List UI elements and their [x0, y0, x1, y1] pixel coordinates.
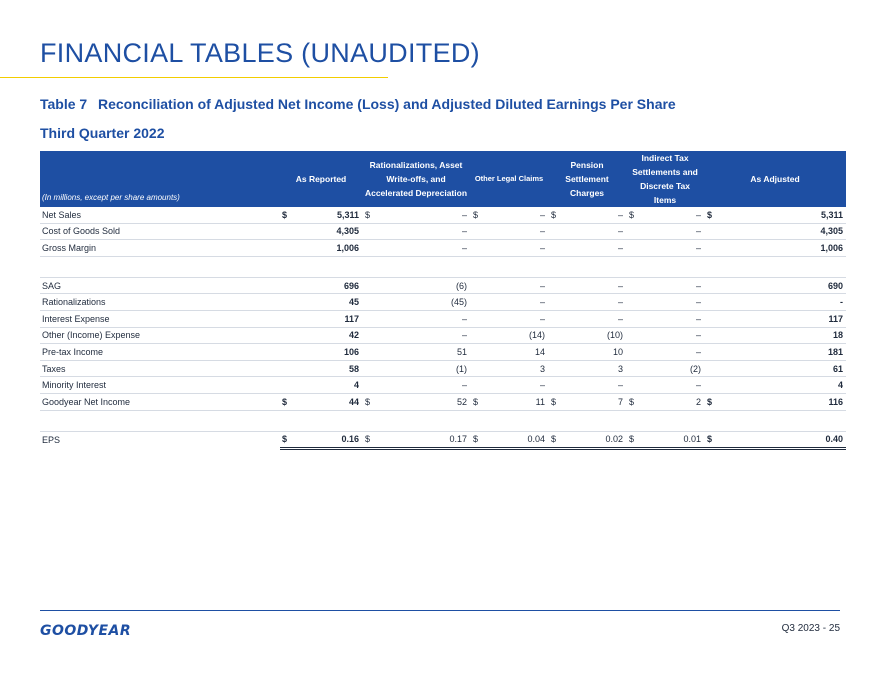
cell-value: 3: [578, 360, 626, 377]
currency-symbol: [470, 223, 500, 240]
cell-value: [656, 410, 704, 431]
cell-value: –: [500, 294, 548, 311]
cell-value: –: [656, 377, 704, 394]
cell-value: (2): [656, 360, 704, 377]
row-label: [40, 256, 280, 277]
cell-value: (6): [392, 277, 470, 294]
cell-value: [734, 256, 846, 277]
cell-value: 690: [734, 277, 846, 294]
currency-symbol: [470, 410, 500, 431]
currency-symbol: $: [548, 393, 578, 410]
cell-value: –: [656, 277, 704, 294]
currency-symbol: [548, 294, 578, 311]
currency-symbol: [470, 360, 500, 377]
cell-value: 0.01: [656, 431, 704, 449]
row-label: Rationalizations: [40, 294, 280, 311]
cell-value: (1): [392, 360, 470, 377]
cell-value: (10): [578, 327, 626, 344]
cell-value: 44: [348, 396, 359, 407]
cell-value: [578, 410, 626, 431]
currency-symbol: [548, 310, 578, 327]
cell-value: –: [656, 327, 704, 344]
row-label: Minority Interest: [40, 377, 280, 394]
currency-symbol: $: [626, 393, 656, 410]
table-number: Table 7: [40, 96, 88, 112]
row-label: Goodyear Net Income: [40, 393, 280, 410]
page-title: FINANCIAL TABLES (UNAUDITED): [40, 38, 480, 68]
cell-value: 45: [348, 297, 359, 308]
currency-symbol: [626, 410, 656, 431]
cell-as-reported: [280, 240, 362, 257]
page-number: Q3 2023 - 25: [781, 623, 840, 634]
cell-value: –: [656, 294, 704, 311]
cell-as-reported: [280, 310, 362, 327]
cell-value: 106: [343, 346, 359, 357]
cell-value: 1,006: [734, 240, 846, 257]
currency-symbol: [626, 277, 656, 294]
currency-symbol: [362, 240, 392, 257]
cell-value: 52: [392, 393, 470, 410]
table-row: [40, 377, 846, 394]
currency-symbol: [548, 360, 578, 377]
cell-value: 4: [734, 377, 846, 394]
currency-symbol: [362, 410, 392, 431]
cell-value: 5,311: [336, 209, 359, 220]
table-row: [40, 344, 846, 361]
table-title: Reconciliation of Adjusted Net Income (Loss) and Adjusted Diluted Earnings Per Share: [98, 96, 676, 112]
col-header-pension: Pension Settlement Charges: [548, 151, 626, 207]
cell-value: [500, 410, 548, 431]
currency-symbol: [704, 344, 734, 361]
cell-value: –: [578, 294, 626, 311]
cell-as-reported: [280, 393, 362, 410]
cell-as-reported: [280, 277, 362, 294]
currency-symbol: [704, 277, 734, 294]
row-label: EPS: [42, 435, 61, 446]
cell-value: –: [578, 240, 626, 257]
cell-value: 0.16: [341, 434, 359, 445]
row-label: Pre-tax Income: [40, 344, 280, 361]
table-row: [40, 207, 846, 223]
currency-symbol: [362, 256, 392, 277]
currency-symbol: [470, 256, 500, 277]
cell-value: –: [578, 223, 626, 240]
cell-value: 51: [392, 344, 470, 361]
currency-symbol: [626, 327, 656, 344]
currency-symbol: $: [362, 431, 392, 449]
cell-value: (14): [500, 327, 548, 344]
currency-symbol: [704, 294, 734, 311]
cell-as-reported: [280, 410, 362, 431]
cell-as-reported: [280, 360, 362, 377]
cell-value: 181: [734, 344, 846, 361]
cell-value: 116: [734, 393, 846, 410]
cell-as-reported: [280, 294, 362, 311]
currency-symbol: [548, 377, 578, 394]
currency-symbol: [470, 277, 500, 294]
cell-value: 0.04: [500, 431, 548, 449]
table-heading: [40, 96, 676, 112]
cell-value: [500, 256, 548, 277]
col-header-as-reported: As Reported: [280, 151, 362, 207]
table-row: [40, 431, 846, 449]
currency-symbol: [626, 240, 656, 257]
cell-value: 1,006: [336, 242, 359, 253]
currency-symbol: [362, 294, 392, 311]
currency-symbol: [704, 256, 734, 277]
currency-symbol: [470, 377, 500, 394]
cell-value: 3: [500, 360, 548, 377]
row-label: Interest Expense: [40, 310, 280, 327]
col-header-indirect-tax: Indirect Tax Settlements and Discrete Tax Items: [626, 151, 704, 207]
currency-symbol: $: [362, 393, 392, 410]
title-underline: [0, 77, 388, 78]
currency-symbol: [704, 377, 734, 394]
cell-as-reported: [280, 207, 362, 223]
cell-value: [734, 410, 846, 431]
cell-value: –: [500, 377, 548, 394]
cell-value: 18: [734, 327, 846, 344]
currency-symbol: $: [548, 207, 578, 223]
row-label: SAG: [40, 277, 280, 294]
currency-symbol: [470, 344, 500, 361]
row-label: Net Sales: [40, 207, 280, 223]
currency-symbol: [626, 360, 656, 377]
currency-symbol: [626, 223, 656, 240]
cell-value: 2: [656, 393, 704, 410]
cell-value: –: [500, 310, 548, 327]
table-header-row: [40, 151, 846, 207]
currency-symbol: [362, 310, 392, 327]
currency-symbol: [470, 240, 500, 257]
cell-value: –: [392, 310, 470, 327]
cell-value: –: [578, 310, 626, 327]
goodyear-logo: GOODYEAR: [40, 623, 132, 639]
cell-value: 58: [348, 363, 359, 374]
currency-symbol: [548, 410, 578, 431]
cell-value: [392, 256, 470, 277]
currency-symbol: [548, 240, 578, 257]
col-header-rationalizations: Rationalizations, Asset Write-offs, and Accelerated Depreciation: [362, 151, 470, 207]
currency-symbol: [362, 277, 392, 294]
cell-as-reported: [280, 327, 362, 344]
cell-value: 14: [500, 344, 548, 361]
currency-symbol: $: [626, 207, 656, 223]
cell-as-reported: [280, 223, 362, 240]
cell-value: -: [734, 294, 846, 311]
row-label: Taxes: [40, 360, 280, 377]
cell-value: 117: [734, 310, 846, 327]
currency-symbol: $: [470, 207, 500, 223]
cell-value: –: [392, 327, 470, 344]
cell-value: [656, 256, 704, 277]
cell-value: –: [656, 344, 704, 361]
currency-symbol: [362, 327, 392, 344]
reconciliation-table: [40, 151, 846, 450]
row-label: Other (Income) Expense: [40, 327, 280, 344]
cell-value: 10: [578, 344, 626, 361]
row-label: Cost of Goods Sold: [40, 223, 280, 240]
currency-symbol: $: [282, 396, 288, 407]
currency-symbol: [626, 256, 656, 277]
col-header-as-adjusted: As Adjusted: [704, 151, 846, 207]
col-header-legal-claims: Other Legal Claims: [470, 151, 548, 207]
cell-value: –: [656, 310, 704, 327]
cell-value: –: [500, 277, 548, 294]
currency-symbol: $: [704, 207, 734, 223]
currency-symbol: [362, 360, 392, 377]
cell-value: 11: [500, 393, 548, 410]
currency-symbol: $: [282, 209, 288, 220]
cell-value: –: [392, 223, 470, 240]
cell-value: [392, 410, 470, 431]
currency-symbol: $: [704, 431, 734, 449]
currency-symbol: [548, 223, 578, 240]
cell-value: 4,305: [734, 223, 846, 240]
currency-symbol: [626, 310, 656, 327]
table-row: [40, 240, 846, 257]
currency-symbol: [548, 344, 578, 361]
table-row: [40, 310, 846, 327]
cell-value: 42: [348, 330, 359, 341]
currency-symbol: [704, 327, 734, 344]
cell-value: 4: [353, 380, 359, 391]
cell-value: –: [656, 223, 704, 240]
currency-symbol: [362, 344, 392, 361]
cell-value: –: [392, 240, 470, 257]
cell-value: 117: [344, 313, 359, 324]
table-row: [40, 410, 846, 431]
cell-value: –: [656, 240, 704, 257]
currency-symbol: [626, 344, 656, 361]
currency-symbol: $: [282, 434, 288, 445]
cell-value: –: [392, 207, 470, 223]
cell-as-reported: [280, 377, 362, 394]
currency-symbol: [470, 294, 500, 311]
currency-symbol: [548, 277, 578, 294]
cell-value: –: [656, 207, 704, 223]
table-row: [40, 360, 846, 377]
cell-value: 7: [578, 393, 626, 410]
cell-value: –: [500, 240, 548, 257]
cell-value: 4,305: [336, 226, 359, 237]
cell-value: 0.40: [734, 431, 846, 449]
currency-symbol: [704, 223, 734, 240]
cell-value: 0.17: [392, 431, 470, 449]
currency-symbol: $: [362, 207, 392, 223]
cell-as-reported: [280, 431, 362, 449]
table-row: [40, 327, 846, 344]
table-row: [40, 393, 846, 410]
currency-symbol: $: [626, 431, 656, 449]
footer-rule: [40, 610, 840, 611]
table-row: [40, 277, 846, 294]
row-label: Gross Margin: [40, 240, 280, 257]
currency-symbol: [470, 327, 500, 344]
cell-value: –: [392, 377, 470, 394]
currency-symbol: [704, 410, 734, 431]
cell-value: 696: [343, 280, 359, 291]
currency-symbol: $: [470, 393, 500, 410]
currency-symbol: [362, 377, 392, 394]
table-row: [40, 223, 846, 240]
cell-value: (45): [392, 294, 470, 311]
currency-symbol: [548, 327, 578, 344]
currency-symbol: [704, 360, 734, 377]
currency-symbol: [470, 310, 500, 327]
cell-value: 0.02: [578, 431, 626, 449]
cell-value: [578, 256, 626, 277]
currency-symbol: $: [470, 431, 500, 449]
table-row: [40, 294, 846, 311]
cell-value: 61: [734, 360, 846, 377]
currency-symbol: $: [548, 431, 578, 449]
currency-symbol: [704, 240, 734, 257]
cell-value: –: [578, 377, 626, 394]
currency-symbol: [626, 294, 656, 311]
table-row: [40, 256, 846, 277]
cell-value: –: [500, 207, 548, 223]
cell-value: –: [500, 223, 548, 240]
period-heading: Third Quarter 2022: [40, 125, 165, 141]
currency-symbol: [704, 310, 734, 327]
cell-as-reported: [280, 344, 362, 361]
currency-symbol: [362, 223, 392, 240]
cell-value: –: [578, 277, 626, 294]
units-note: (In millions, except per share amounts): [40, 151, 280, 207]
currency-symbol: [626, 377, 656, 394]
cell-as-reported: [280, 256, 362, 277]
row-label: [40, 410, 280, 431]
currency-symbol: [548, 256, 578, 277]
cell-value: –: [578, 207, 626, 223]
currency-symbol: $: [704, 393, 734, 410]
cell-value: 5,311: [734, 207, 846, 223]
